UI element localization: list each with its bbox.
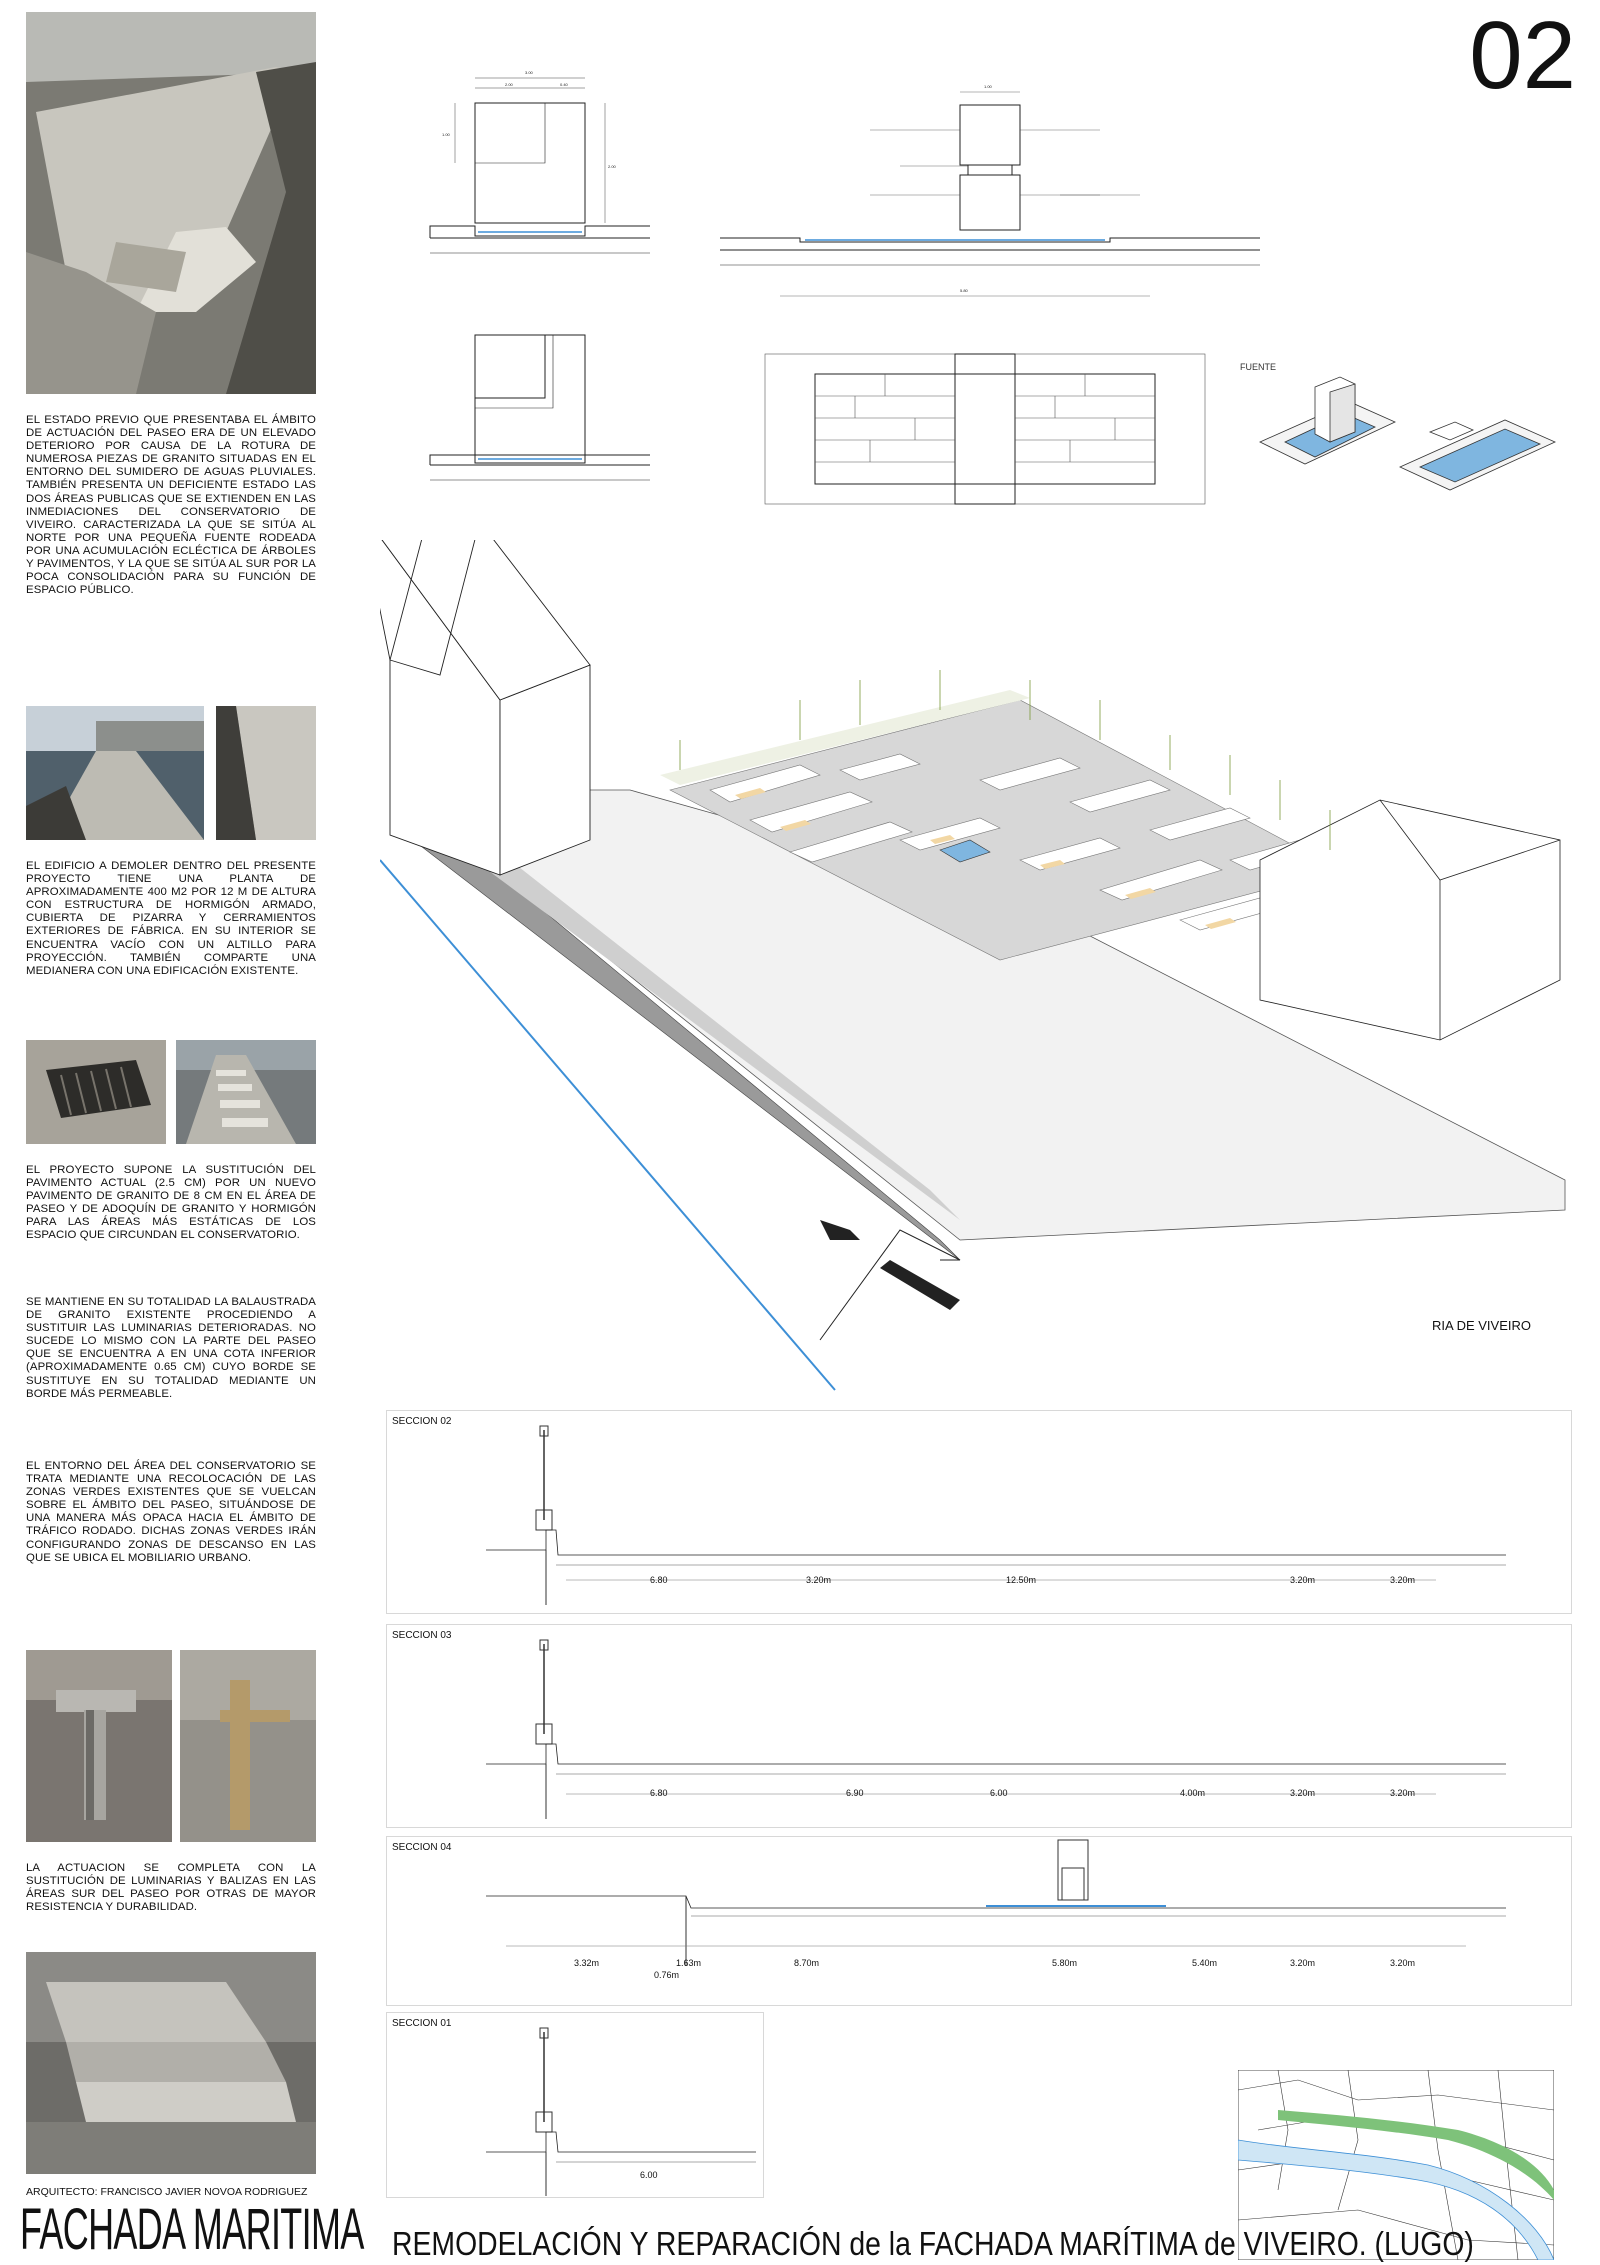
dimension-label: 3.20m xyxy=(806,1575,832,1585)
photo-cobblestone-paving xyxy=(176,1040,316,1144)
dimension-label: 6.00 xyxy=(990,1788,1008,1798)
fountain-axonometric xyxy=(1255,372,1585,512)
architect-credit: ARQUITECTO: FRANCISCO JAVIER NOVOA RODRIGUEZ xyxy=(26,2186,308,2198)
fountain-plan xyxy=(760,352,1210,512)
ria-de-viveiro-label: RIA DE VIVEIRO xyxy=(1432,1318,1531,1333)
fountain-section-c xyxy=(420,330,660,510)
dim-label: 1.00 xyxy=(442,132,450,137)
photo-quay-view xyxy=(26,706,204,840)
axonometric-view xyxy=(380,540,1580,1400)
dimension-label: 6.80 xyxy=(650,1788,668,1798)
section-title: SECCION 04 xyxy=(392,1842,452,1853)
dim-label: 3.00 xyxy=(525,70,533,75)
photo-promenade-before xyxy=(26,12,316,394)
photo-drinking-fountain-1 xyxy=(26,1650,172,1842)
dimension-label: 3.20m xyxy=(1390,1788,1416,1798)
dimension-label: 3.32m xyxy=(574,1958,600,1968)
dimension-label: 3.20m xyxy=(1390,1958,1416,1968)
dimension-label: 12.50m xyxy=(1006,1575,1037,1585)
section-title: SECCION 03 xyxy=(392,1630,452,1641)
dimension-label: 5.40m xyxy=(1192,1958,1218,1968)
section-title: SECCION 02 xyxy=(392,1416,452,1427)
dim-label: 2.00 xyxy=(505,82,513,87)
paragraph-green-areas: EL ENTORNO DEL ÁREA DEL CONSERVATORIO SE TRATA MEDIANTE UNA RECOLOCACIÓN DE LAS ZONAS VERDES EXISTENTES QUE SE VUELCAN SOBRE EL ÁMBITO DEL PASEO, SITUÁNDOSE DE UNA MANERA MÁS OPACA HACIA EL ÁMBITO DE TRÁFICO RODADO. DICHAS ZONAS VERDES IRÁN CONFIGURANDO ZONAS DE DESCANSO EN LAS QUE SE UBICA EL MOBILIARIO URBANO. xyxy=(26,1460,316,1564)
photo-granite-slab xyxy=(216,706,316,840)
dimension-label: 3.20m xyxy=(1290,1958,1316,1968)
dimension-label: 3.20m xyxy=(1290,1575,1316,1585)
dimension-label: 3.20m xyxy=(1290,1788,1316,1798)
fuente-label: FUENTE xyxy=(1240,362,1276,372)
section-04-drawing xyxy=(386,1836,1570,2004)
photo-drain-grate xyxy=(26,1040,166,1144)
dimension-label: 6.80 xyxy=(650,1575,668,1585)
dim-label: 2.00 xyxy=(608,164,616,169)
dimension-label: 3.20m xyxy=(1390,1575,1416,1585)
paragraph-building-demolition: EL EDIFICIO A DEMOLER DENTRO DEL PRESENTE PROYECTO TIENE UNA PLANTA DE APROXIMADAMENTE 400 M2 POR 12 M DE ALTURA CON ESTRUCTURA DE HORMIGÓN ARMADO, CUBIERTA DE PIZARRA Y CERRAMIENTOS EXTERIORES DE FÁBRICA. EN SU INTERIOR SE ENCUENTRA VACÍO CON UN ALTILLO PARA PROYECCIÓN. TAMBIÉN COMPARTE UNA MEDIANERA CON UNA EDIFICACIÓN EXISTENTE. xyxy=(26,860,316,977)
bottom-project-title: REMODELACIÓN Y REPARACIÓN de la FACHADA MARÍTIMA de VIVEIRO. (LUGO) xyxy=(392,2225,1474,2262)
dimension-label: 1.63m xyxy=(676,1958,702,1968)
paragraph-balustrade: SE MANTIENE EN SU TOTALIDAD LA BALAUSTRADA DE GRANITO EXISTENTE PROCEDIENDO A SUSTITUIR LAS LUMINARIAS DETERIORADAS. NO SUCEDE LO MISMO CON LA PARTE DEL PASEO QUE SE ENCUENTRA A EN UNA COTA INFERIOR (APROXIMADAMENTE 0.65 CM) CUYO BORDE SE SUSTITUYE EN SU TOTALIDAD MEDIANTE UN BORDE MÁS PERMEABLE. xyxy=(26,1296,316,1400)
dimension-label: 5.80m xyxy=(1052,1958,1078,1968)
paragraph-previous-state: EL ESTADO PREVIO QUE PRESENTABA EL ÁMBITO DE ACTUACIÓN DEL PASEO ERA DE UN ELEVADO DETERIORO POR CAUSA DE LA ROTURA DE NUMEROSA PIEZAS DE GRANITO SITUADAS EN EL ENTORNO DEL SUMIDERO DE AGUAS PLUVIALES. TAMBIÉN PRESENTA UN DEFICIENTE ESTADO LAS DOS ÁREAS PUBLICAS QUE SE EXTIENDEN EN LAS INMEDIACIONES DEL CONSERVATORIO DE VIVEIRO. CARACTERIZADA LA QUE SE SITÚA AL NORTE POR UNA PEQUEÑA FUENTE RODEADA POR UNA ACUMULACIÓN ECLÉCTICA DE ÁRBOLES Y PAVIMENTOS, Y LA QUE SE SITÚA AL SUR POR LA POCA CONSOLIDACIÓN PARA SU FUNCIÓN DE ESPACIO PÚBLICO. xyxy=(26,414,316,597)
section-01-drawing xyxy=(386,2012,762,2196)
project-title: FACHADA MARITIMA xyxy=(20,2197,364,2262)
fountain-section-b xyxy=(720,70,1260,310)
fountain-section-a xyxy=(420,58,660,298)
dimension-label: 4.00m xyxy=(1180,1788,1206,1798)
photo-concrete-steps xyxy=(26,1952,316,2174)
dim-label: 1.00 xyxy=(984,84,992,89)
paragraph-paving-replacement: EL PROYECTO SUPONE LA SUSTITUCIÓN DEL PAVIMENTO ACTUAL (2.5 CM) POR UN NUEVO PAVIMENTO DE GRANITO DE 8 CM EN EL ÁREA DE PASEO Y DE ADOQUÍN DE GRANITO Y HORMIGÓN PARA LAS ÁREAS MÁS ESTÁTICAS DE LOS ESPACIO QUE CIRCUNDAN EL CONSERVATORIO. xyxy=(26,1164,316,1242)
sheet-number: 02 xyxy=(1469,2,1576,109)
dimension-label: 6.00 xyxy=(640,2170,658,2180)
paragraph-lighting: LA ACTUACION SE COMPLETA CON LA SUSTITUCIÓN DE LUMINARIAS Y BALIZAS EN LAS ÁREAS SUR DEL PASEO POR OTRAS DE MAYOR RESISTENCIA Y DURABILIDAD. xyxy=(26,1862,316,1914)
dim-label: 0.40 xyxy=(560,82,568,87)
dimension-label: 8.70m xyxy=(794,1958,820,1968)
dimension-label: 0.76m xyxy=(654,1970,680,1980)
dim-label: 5.80 xyxy=(960,288,968,293)
dimension-label: 6.90 xyxy=(846,1788,864,1798)
photo-drinking-fountain-2 xyxy=(180,1650,316,1842)
section-title: SECCION 01 xyxy=(392,2018,452,2029)
